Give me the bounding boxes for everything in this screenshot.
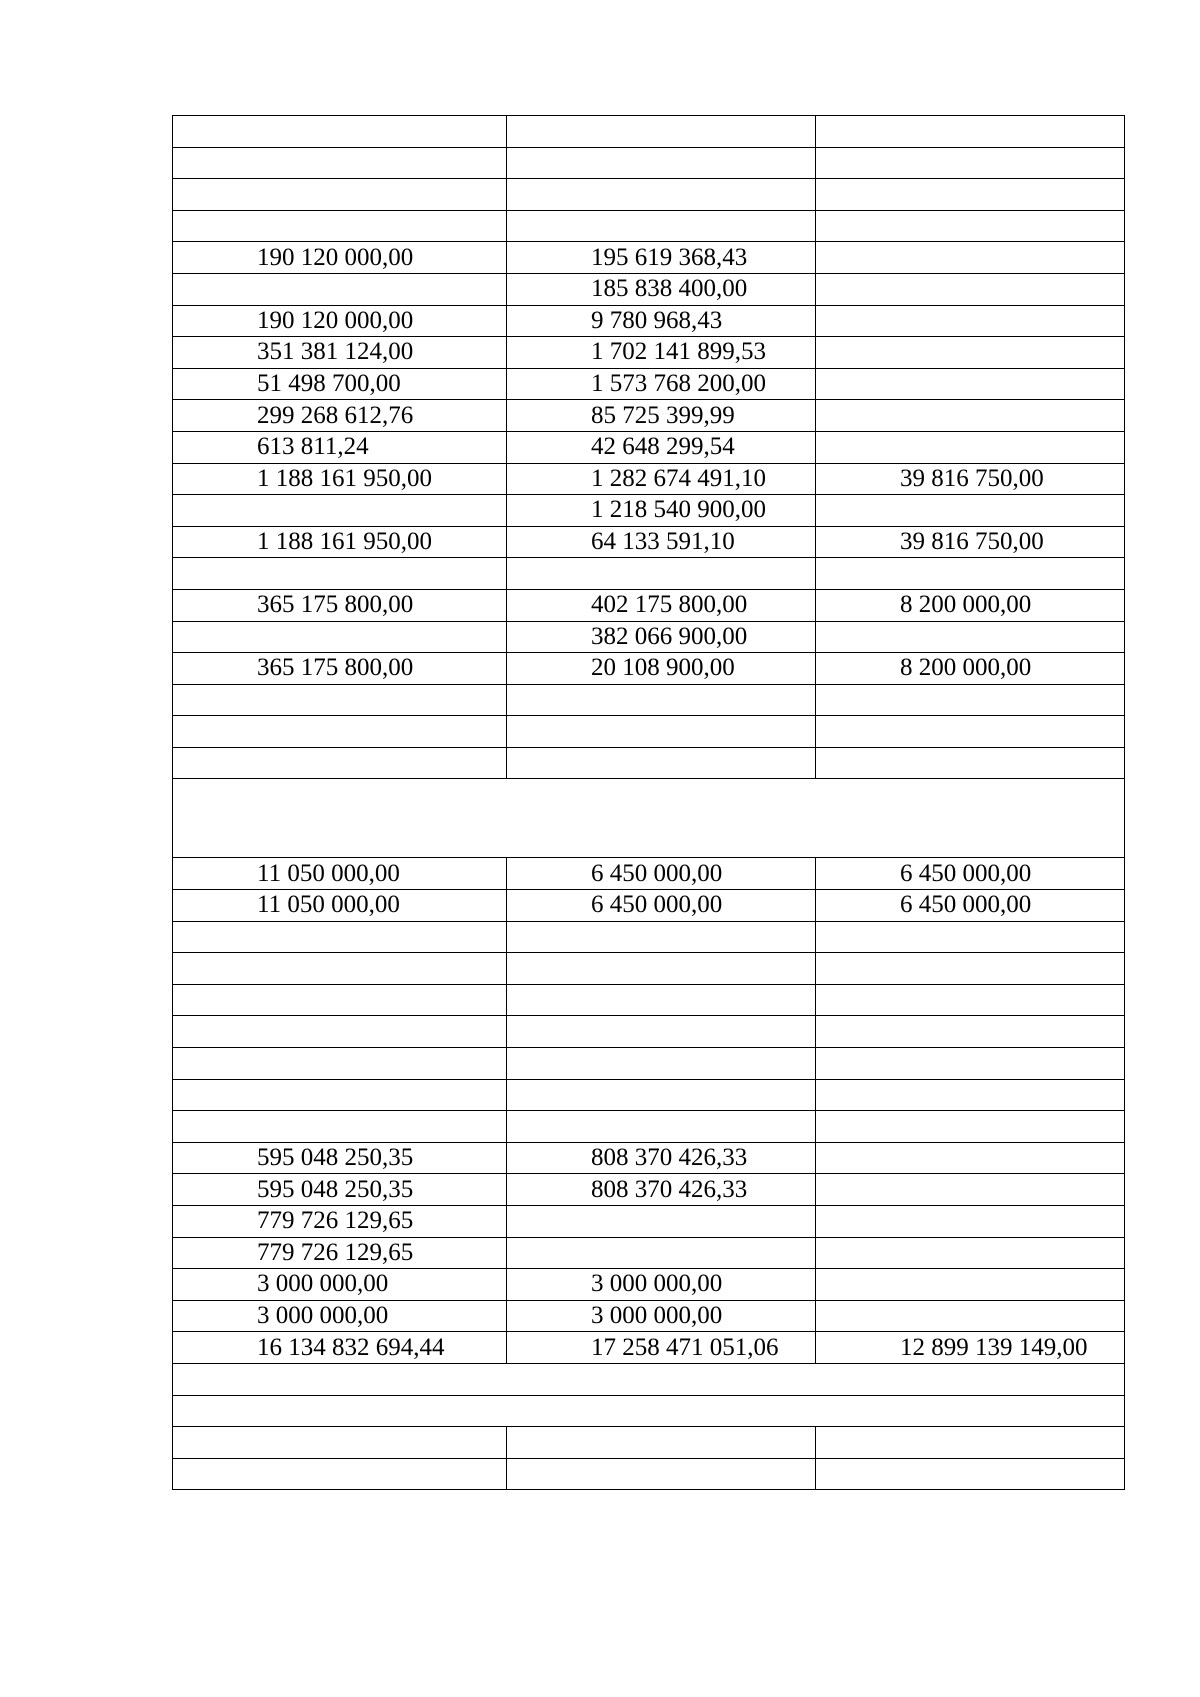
table-body (173, 116, 1125, 1490)
table-cell-col3 (816, 684, 1125, 716)
table-cell-col1: 365 175 800,00 (173, 653, 507, 685)
table-row (173, 1395, 1125, 1427)
table-row (173, 368, 1125, 400)
table-cell-col2 (507, 147, 816, 179)
table-cell-col2: 3 000 000,00 (507, 1269, 816, 1301)
table-row (173, 621, 1125, 653)
table-cell-col1 (173, 558, 507, 590)
table-row (173, 747, 1125, 779)
table-cell-col3 (816, 431, 1125, 463)
table-cell-col3 (816, 921, 1125, 953)
table-cell-col3 (816, 1300, 1125, 1332)
table-row (173, 1300, 1125, 1332)
table-cell-col2: 195 619 368,43 (507, 242, 816, 274)
table-cell-col3 (816, 116, 1125, 148)
table-row (173, 1048, 1125, 1080)
table-cell-col3 (816, 210, 1125, 242)
table-cell-col2 (507, 1237, 816, 1269)
table-cell-col1: 11 050 000,00 (173, 890, 507, 922)
table-cell-col3 (816, 1206, 1125, 1238)
table-cell-col3 (816, 1079, 1125, 1111)
table-cell-col1 (173, 1079, 507, 1111)
table-row (173, 116, 1125, 148)
table-row (173, 1332, 1125, 1364)
table-cell-col2: 1 573 768 200,00 (507, 368, 816, 400)
table-row (173, 1111, 1125, 1143)
table-cell-col1: 3 000 000,00 (173, 1269, 507, 1301)
table-cell-col1 (173, 179, 507, 211)
table-cell-col3 (816, 1016, 1125, 1048)
table-cell-col2 (507, 984, 816, 1016)
table-cell-col3 (816, 716, 1125, 748)
table-cell-col3 (816, 1174, 1125, 1206)
table-cell-col2 (507, 1079, 816, 1111)
table-cell-col2: 185 838 400,00 (507, 273, 816, 305)
table-row (173, 921, 1125, 953)
table-cell-col2 (507, 716, 816, 748)
table-cell-col3 (816, 558, 1125, 590)
table-cell-col3 (816, 305, 1125, 337)
merged-cell (173, 1363, 1125, 1395)
table-cell-col3 (816, 1458, 1125, 1490)
table-cell-col1 (173, 495, 507, 527)
table-row (173, 431, 1125, 463)
table-cell-col2: 20 108 900,00 (507, 653, 816, 685)
table-cell-col3 (816, 147, 1125, 179)
table-cell-col1: 1 188 161 950,00 (173, 463, 507, 495)
table-cell-col1 (173, 116, 507, 148)
table-cell-col1: 3 000 000,00 (173, 1300, 507, 1332)
table-row (173, 1142, 1125, 1174)
table-row (173, 716, 1125, 748)
table-row (173, 984, 1125, 1016)
table-cell-col2 (507, 1016, 816, 1048)
table-cell-col2: 382 066 900,00 (507, 621, 816, 653)
table-row (173, 1269, 1125, 1301)
table-cell-col2 (507, 921, 816, 953)
table-row (173, 1237, 1125, 1269)
table-row (173, 400, 1125, 432)
table-cell-col2 (507, 953, 816, 985)
table-cell-col2 (507, 179, 816, 211)
table-cell-col2 (507, 684, 816, 716)
table-cell-col2 (507, 1048, 816, 1080)
table-cell-col2: 3 000 000,00 (507, 1300, 816, 1332)
table-cell-col1 (173, 953, 507, 985)
table-cell-col2 (507, 1427, 816, 1459)
table-row (173, 1016, 1125, 1048)
table-cell-col1: 299 268 612,76 (173, 400, 507, 432)
table-cell-col3 (816, 273, 1125, 305)
table-row (173, 242, 1125, 274)
table-cell-col2: 9 780 968,43 (507, 305, 816, 337)
table-cell-col3 (816, 1111, 1125, 1143)
table-cell-col3 (816, 337, 1125, 369)
table-cell-col1 (173, 210, 507, 242)
table-row (173, 589, 1125, 621)
table-cell-col3 (816, 400, 1125, 432)
table-cell-col2 (507, 116, 816, 148)
table-cell-col2: 64 133 591,10 (507, 526, 816, 558)
table-cell-col2: 17 258 471 051,06 (507, 1332, 816, 1364)
table-cell-col1: 613 811,24 (173, 431, 507, 463)
table-cell-col3 (816, 621, 1125, 653)
merged-cell (173, 1395, 1125, 1427)
table-row (173, 1206, 1125, 1238)
table-cell-col3: 8 200 000,00 (816, 589, 1125, 621)
table-cell-col2 (507, 1458, 816, 1490)
table-row (173, 1427, 1125, 1459)
table-row (173, 1079, 1125, 1111)
table-cell-col3 (816, 953, 1125, 985)
table-cell-col3 (816, 747, 1125, 779)
table-row (173, 953, 1125, 985)
table-cell-col1: 51 498 700,00 (173, 368, 507, 400)
table-cell-col2: 6 450 000,00 (507, 858, 816, 890)
table-cell-col3 (816, 1142, 1125, 1174)
table-cell-col1: 779 726 129,65 (173, 1237, 507, 1269)
table-row (173, 653, 1125, 685)
table-row (173, 337, 1125, 369)
table-cell-col1: 351 381 124,00 (173, 337, 507, 369)
table-cell-col1: 190 120 000,00 (173, 305, 507, 337)
table-row (173, 463, 1125, 495)
table-cell-col1: 11 050 000,00 (173, 858, 507, 890)
table-row (173, 305, 1125, 337)
table-cell-col3: 12 899 139 149,00 (816, 1332, 1125, 1364)
table-cell-col3: 8 200 000,00 (816, 653, 1125, 685)
table-row (173, 558, 1125, 590)
table-cell-col1 (173, 747, 507, 779)
table-cell-col1 (173, 684, 507, 716)
table-cell-col1 (173, 273, 507, 305)
table-cell-col1: 190 120 000,00 (173, 242, 507, 274)
table-cell-col3 (816, 368, 1125, 400)
table-cell-col1 (173, 984, 507, 1016)
table-cell-col2 (507, 210, 816, 242)
table-cell-col3 (816, 495, 1125, 527)
table-cell-col1 (173, 1016, 507, 1048)
table-cell-col1 (173, 1111, 507, 1143)
table-cell-col1: 595 048 250,35 (173, 1174, 507, 1206)
table-cell-col2 (507, 558, 816, 590)
table-cell-col2 (507, 1206, 816, 1238)
table-cell-col1 (173, 1458, 507, 1490)
table-cell-col2: 808 370 426,33 (507, 1142, 816, 1174)
budget-table (172, 115, 1125, 1490)
table-cell-col3: 39 816 750,00 (816, 526, 1125, 558)
table-cell-col1: 595 048 250,35 (173, 1142, 507, 1174)
table-row (173, 684, 1125, 716)
table-cell-col2: 402 175 800,00 (507, 589, 816, 621)
table-cell-col1 (173, 1048, 507, 1080)
table-cell-col2: 1 218 540 900,00 (507, 495, 816, 527)
table-cell-col2: 42 648 299,54 (507, 431, 816, 463)
table-cell-col1: 16 134 832 694,44 (173, 1332, 507, 1364)
table-cell-col3 (816, 242, 1125, 274)
table-cell-col3 (816, 1237, 1125, 1269)
table-row (173, 858, 1125, 890)
table-cell-col3: 6 450 000,00 (816, 858, 1125, 890)
table-cell-col3 (816, 1048, 1125, 1080)
table-cell-col3: 6 450 000,00 (816, 890, 1125, 922)
table-cell-col2: 1 702 141 899,53 (507, 337, 816, 369)
table-cell-col1: 365 175 800,00 (173, 589, 507, 621)
table-cell-col2 (507, 747, 816, 779)
merged-cell (173, 779, 1125, 858)
table-cell-col1 (173, 147, 507, 179)
table-cell-col2: 6 450 000,00 (507, 890, 816, 922)
table-cell-col2 (507, 1111, 816, 1143)
table-row (173, 1363, 1125, 1395)
table-row (173, 179, 1125, 211)
table-row (173, 495, 1125, 527)
table-row (173, 779, 1125, 858)
table-cell-col3 (816, 1269, 1125, 1301)
table-cell-col2: 808 370 426,33 (507, 1174, 816, 1206)
table-cell-col3 (816, 984, 1125, 1016)
table-cell-col1: 779 726 129,65 (173, 1206, 507, 1238)
table-row (173, 210, 1125, 242)
table-cell-col2: 1 282 674 491,10 (507, 463, 816, 495)
table-row (173, 890, 1125, 922)
table-cell-col3 (816, 179, 1125, 211)
table-cell-col2: 85 725 399,99 (507, 400, 816, 432)
table-row (173, 273, 1125, 305)
table-cell-col1 (173, 1427, 507, 1459)
table-cell-col1 (173, 621, 507, 653)
table-cell-col3 (816, 1427, 1125, 1459)
table-row (173, 1174, 1125, 1206)
table-cell-col1: 1 188 161 950,00 (173, 526, 507, 558)
table-cell-col3: 39 816 750,00 (816, 463, 1125, 495)
table-row (173, 1458, 1125, 1490)
table-cell-col1 (173, 921, 507, 953)
table-cell-col1 (173, 716, 507, 748)
table-row (173, 147, 1125, 179)
table-row (173, 526, 1125, 558)
